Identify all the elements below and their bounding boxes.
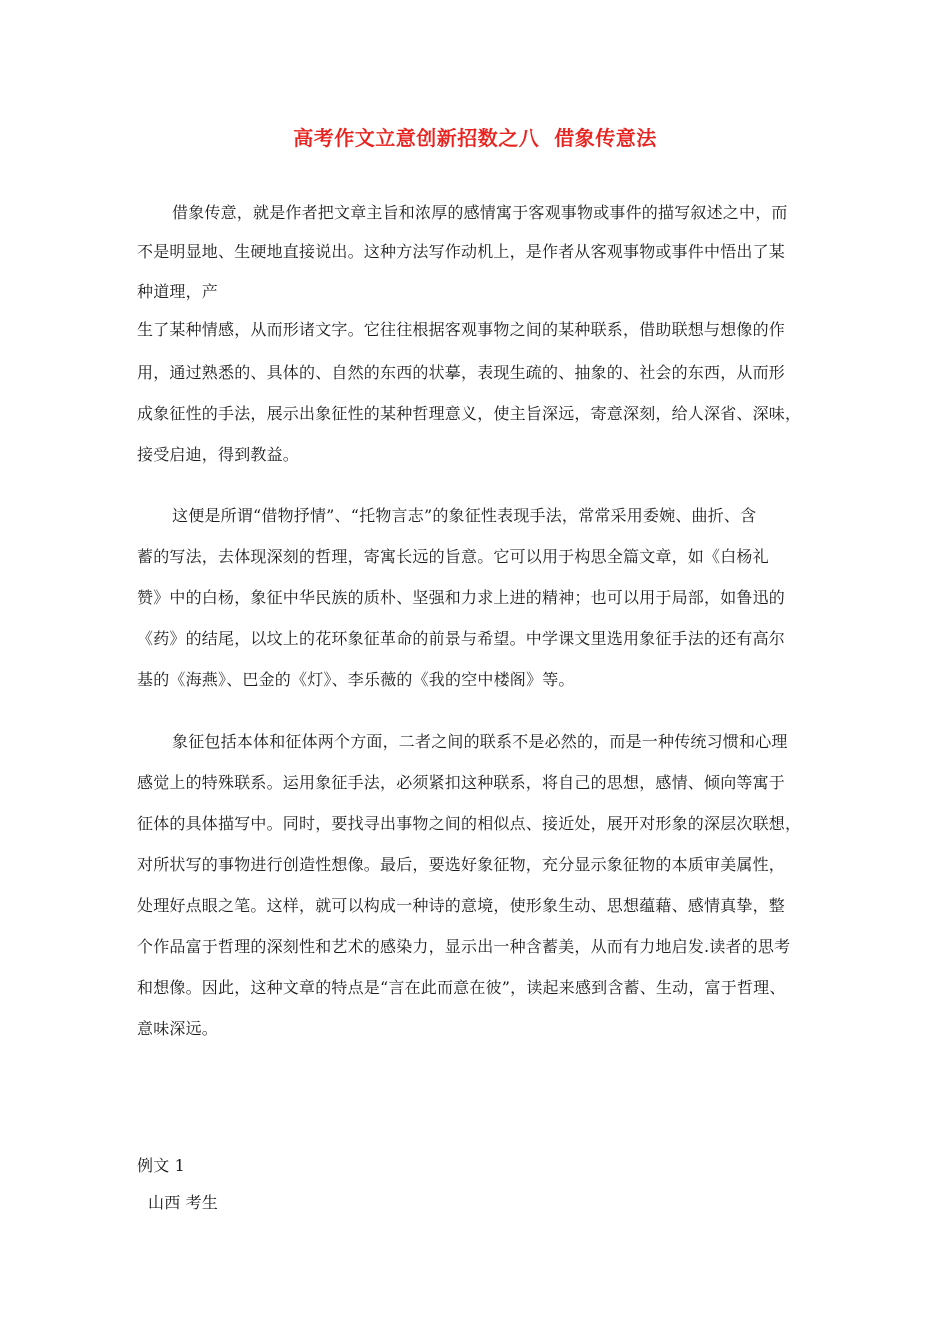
paragraph-3-line-4: 对所状写的事物进行创造性想像。最后，要选好象征物，充分显示象征物的本质审美属性， [137, 855, 786, 874]
paragraph-1-line-4: 生了某种情感，从而形诸文字。它往往根据客观事物之间的某种联系，借助联想与想像的作 [137, 320, 786, 339]
paragraph-3-line-6: 个作品富于哲理的深刻性和艺术的感染力，显示出一种含蓄美，从而有力地启发.读者的思考 [137, 937, 791, 956]
paragraph-1-line-1: 借象传意，就是作者把文章主旨和浓厚的感情寓于客观事物或事件的描写叙述之中，而 [172, 203, 788, 222]
paragraph-1-line-5: 用，通过熟悉的、具体的、自然的东西的状摹，表现生疏的、抽象的、社会的东西，从而形 [137, 363, 786, 382]
paragraph-2-line-4: 《药》的结尾，以坟上的花环象征革命的前景与希望。中学课文里选用象征手法的还有高尔 [137, 629, 786, 648]
paragraph-1-line-2: 不是明显地、生硬地直接说出。这种方法写作动机上，是作者从客观事物或事件中悟出了某 [137, 242, 786, 261]
document-title: 高考作文立意创新招数之八 借象传意法 [293, 126, 657, 150]
paragraph-2-line-3: 赞》中的白杨，象征中华民族的质朴、坚强和力求上进的精神；也可以用于局部，如鲁迅的 [137, 588, 786, 607]
paragraph-1-line-3: 种道理，产 [137, 282, 219, 301]
paragraph-3-line-8: 意味深远。 [137, 1019, 219, 1038]
paragraph-1-line-6: 成象征性的手法，展示出象征性的某种哲理意义，使主旨深远，寄意深刻，给人深省、深味， [137, 404, 802, 423]
example-label: 例文 1 [137, 1156, 186, 1175]
paragraph-3-line-1: 象征包括本体和征体两个方面，二者之间的联系不是必然的，而是一种传统习惯和心理 [172, 732, 788, 751]
paragraph-3-line-2: 感觉上的特殊联系。运用象征手法，必须紧扣这种联系，将自己的思想，感情、倾向等寓于 [137, 773, 786, 792]
paragraph-3-line-5: 处理好点眼之笔。这样，就可以构成一种诗的意境，使形象生动、思想蕴藉、感情真挚，整 [137, 896, 786, 915]
paragraph-1-line-7: 接受启迪，得到教益。 [137, 445, 300, 464]
paragraph-2-line-2: 蓄的写法，去体现深刻的哲理，寄寓长远的旨意。它可以用于构思全篇文章，如《白杨礼 [137, 547, 769, 566]
paragraph-2-line-1: 这便是所谓“借物抒情”、“托物言志”的象征性表现手法，常常采用委婉、曲折、含 [172, 506, 757, 525]
paragraph-3-line-3: 征体的具体描写中。同时，要找寻出事物之间的相似点、接近处，展开对形象的深层次联想， [137, 814, 802, 833]
author-line: 山西 考生 [148, 1193, 219, 1212]
paragraph-3-line-7: 和想像。因此，这种文章的特点是“言在此而意在彼”，读起来感到含蓄、生动，富于哲理、 [137, 978, 786, 997]
paragraph-2-line-5: 基的《海燕》、巴金的《灯》、李乐薇的《我的空中楼阁》等。 [137, 670, 575, 689]
